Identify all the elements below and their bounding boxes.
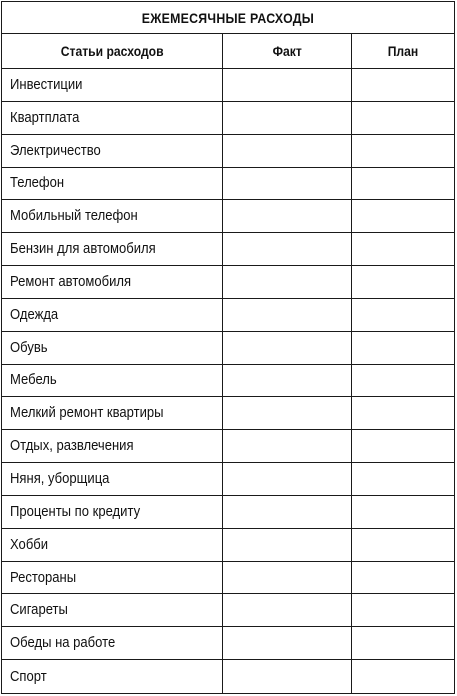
expense-item-cell: [2, 102, 222, 134]
plan-value-cell[interactable]: [351, 562, 454, 594]
expense-item-cell: [2, 627, 222, 659]
plan-value-cell[interactable]: [351, 660, 454, 693]
table-title-row: [2, 2, 454, 34]
expense-item-label: Инвестиции: [10, 76, 83, 93]
table-row: [2, 299, 454, 332]
table-row: [2, 102, 454, 135]
plan-value-cell[interactable]: [351, 69, 454, 101]
plan-value-cell[interactable]: [351, 332, 454, 364]
fact-value-cell[interactable]: [222, 69, 351, 101]
fact-value-cell[interactable]: [222, 463, 351, 495]
fact-value-cell[interactable]: [222, 135, 351, 167]
table-row: [2, 627, 454, 660]
plan-value-cell[interactable]: [351, 168, 454, 200]
expense-item-label: Отдых, развлечения: [10, 438, 134, 455]
expense-item-label: Обеды на работе: [10, 635, 116, 652]
plan-value-cell[interactable]: [351, 463, 454, 495]
fact-value-cell[interactable]: [222, 529, 351, 561]
table-row: [2, 332, 454, 365]
plan-value-cell[interactable]: [351, 266, 454, 298]
fact-value-cell[interactable]: [222, 562, 351, 594]
fact-value-cell[interactable]: [222, 627, 351, 659]
table-row: [2, 562, 454, 595]
fact-value-cell[interactable]: [222, 233, 351, 265]
table-row: [2, 135, 454, 168]
expense-item-cell: [2, 529, 222, 561]
fact-value-cell[interactable]: [222, 496, 351, 528]
plan-value-cell[interactable]: [351, 397, 454, 429]
plan-value-cell[interactable]: [351, 299, 454, 331]
expense-item-cell: [2, 463, 222, 495]
expense-item-cell: [2, 397, 222, 429]
table-row: [2, 397, 454, 430]
header-cell-item: [2, 34, 222, 68]
expense-item-cell: [2, 430, 222, 462]
expense-item-label: Мебель: [10, 372, 57, 389]
fact-value-cell[interactable]: [222, 660, 351, 693]
fact-value-cell[interactable]: [222, 397, 351, 429]
fact-value-cell[interactable]: [222, 266, 351, 298]
expense-item-cell: [2, 200, 222, 232]
expense-item-cell: [2, 496, 222, 528]
table-grid: [2, 34, 454, 693]
expense-item-cell: [2, 562, 222, 594]
expense-item-label: Хобби: [10, 536, 49, 553]
plan-value-cell[interactable]: [351, 627, 454, 659]
expense-item-cell: [2, 266, 222, 298]
table-row: [2, 660, 454, 693]
fact-value-cell[interactable]: [222, 365, 351, 397]
fact-value-cell[interactable]: [222, 168, 351, 200]
header-fact-label: Факт: [272, 43, 302, 59]
expense-item-cell: [2, 660, 222, 693]
expense-item-label: Электричество: [10, 142, 101, 159]
expense-item-label: Рестораны: [10, 569, 77, 586]
plan-value-cell[interactable]: [351, 200, 454, 232]
table-row: [2, 200, 454, 233]
expense-item-label: Бензин для автомобиля: [10, 241, 156, 258]
expense-item-label: Мобильный телефон: [10, 208, 138, 225]
fact-value-cell[interactable]: [222, 594, 351, 626]
header-item-label: Статьи расходов: [60, 43, 164, 59]
plan-value-cell[interactable]: [351, 233, 454, 265]
expense-item-label: Сигареты: [10, 602, 68, 619]
expense-item-label: Мелкий ремонт квартиры: [10, 405, 164, 422]
plan-value-cell[interactable]: [351, 529, 454, 561]
expense-item-cell: [2, 233, 222, 265]
table-title: ЕЖЕМЕСЯЧНЫЕ РАСХОДЫ: [141, 9, 315, 26]
fact-value-cell[interactable]: [222, 332, 351, 364]
header-cell-plan: [351, 34, 454, 68]
expense-item-cell: [2, 168, 222, 200]
fact-value-cell[interactable]: [222, 299, 351, 331]
table-row: [2, 69, 454, 102]
table-header-row: [2, 34, 454, 69]
expense-item-cell: [2, 69, 222, 101]
expense-item-label: Ремонт автомобиля: [10, 273, 132, 290]
table-row: [2, 463, 454, 496]
plan-value-cell[interactable]: [351, 594, 454, 626]
plan-value-cell[interactable]: [351, 102, 454, 134]
table-row: [2, 365, 454, 398]
table-row: [2, 529, 454, 562]
table-row: [2, 594, 454, 627]
table-row: [2, 168, 454, 201]
expense-item-cell: [2, 594, 222, 626]
plan-value-cell[interactable]: [351, 430, 454, 462]
header-plan-label: План: [387, 43, 419, 59]
expense-item-label: Спорт: [10, 668, 47, 685]
expense-item-label: Няня, уборщица: [10, 471, 110, 487]
expense-item-label: Обувь: [10, 339, 48, 356]
header-cell-fact: [222, 34, 351, 68]
table-row: [2, 430, 454, 463]
plan-value-cell[interactable]: [351, 365, 454, 397]
expense-item-cell: [2, 332, 222, 364]
table-row: [2, 496, 454, 529]
table-row: [2, 266, 454, 299]
expense-item-cell: [2, 365, 222, 397]
plan-value-cell[interactable]: [351, 135, 454, 167]
expense-item-label: Телефон: [10, 175, 65, 192]
expense-item-cell: [2, 135, 222, 167]
fact-value-cell[interactable]: [222, 102, 351, 134]
expense-item-cell: [2, 299, 222, 331]
expense-item-label: Одежда: [10, 306, 59, 323]
expense-table: [1, 1, 455, 694]
expense-item-label: Квартплата: [10, 109, 80, 126]
fact-value-cell[interactable]: [222, 430, 351, 462]
table-row: [2, 233, 454, 266]
fact-value-cell[interactable]: [222, 200, 351, 232]
expense-item-label: Проценты по кредиту: [10, 503, 141, 520]
plan-value-cell[interactable]: [351, 496, 454, 528]
